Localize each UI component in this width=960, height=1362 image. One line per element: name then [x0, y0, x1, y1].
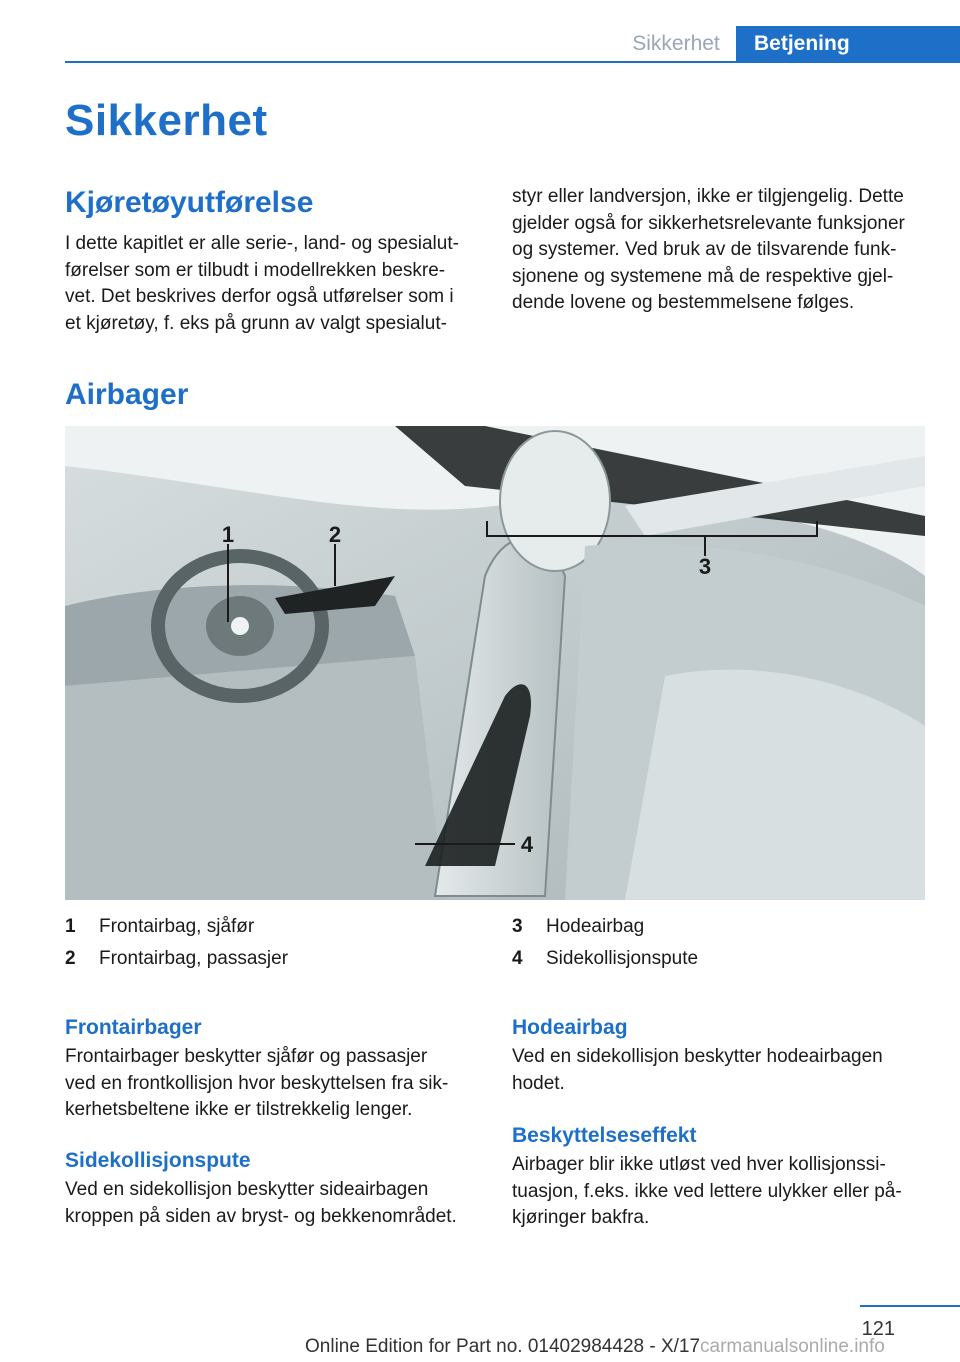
text-line: Airbager blir ikke utløst ved hver kollisjonssi- [512, 1154, 886, 1175]
legend-number: 4 [512, 948, 523, 969]
paragraph-sidekollisjonspute [65, 1177, 477, 1230]
callout-3: 3 [698, 554, 712, 579]
paragraph-hodeairbag [512, 1044, 932, 1097]
legend-number: 1 [65, 916, 76, 937]
legend-label: Frontairbag, sjåfør [99, 916, 255, 937]
text-line: Ved en sidekollisjon beskytter hodeairbagen [512, 1046, 883, 1067]
text-line: Ved en sidekollisjon beskytter sideairbagen [65, 1179, 429, 1200]
heading-beskyttelseseffekt: Beskyttelseseffekt [512, 1124, 697, 1147]
text-line: styr eller landversjon, ikke er tilgjengelig. Dette [512, 186, 904, 207]
heading-kjoretoyutforelse: Kjøretøyutførelse [65, 186, 314, 219]
figure-legend-left [65, 911, 288, 975]
paragraph-frontairbager [65, 1044, 477, 1124]
text-line: tuasjon, f.eks. ikke ved lettere ulykker eller på- [512, 1180, 902, 1202]
callout-2: 2 [328, 522, 342, 547]
legend-label: Hodeairbag [546, 916, 645, 937]
text-line: kjøringer bakfra. [512, 1207, 650, 1228]
text-line: Frontairbager beskytter sjåfør og passasjer [65, 1046, 428, 1067]
tab-betjening[interactable]: Betjening [736, 26, 960, 62]
heading-hodeairbag: Hodeairbag [512, 1016, 628, 1039]
legend-item [512, 943, 698, 975]
page-title: Sikkerhet [65, 96, 268, 145]
legend-number: 2 [65, 948, 76, 969]
figure-legend-right [512, 911, 698, 975]
text-line: ved en frontkollisjon hvor beskyttelsen fra sik- [65, 1072, 449, 1094]
legend-item [65, 943, 288, 975]
car-interior-drawing [65, 426, 925, 900]
callout-4: 4 [520, 832, 534, 857]
text-line: dende lovene og bestemmelsene følges. [512, 292, 855, 313]
heading-sidekollisjonspute: Sidekollisjonspute [65, 1149, 251, 1172]
header-rule [65, 61, 960, 63]
legend-label: Frontairbag, passasjer [99, 948, 289, 969]
airbag-illustration [65, 426, 925, 900]
text-line: sjonene og systemene må de respektive gjel- [512, 265, 894, 287]
text-line: I dette kapitlet er alle serie-, land- og spesialut- [65, 233, 459, 254]
text-line: et kjøretøy, f. eks på grunn av valgt spesialut- [65, 312, 447, 334]
footer-rule [860, 1305, 960, 1307]
text-line: kerhetsbeltene ikke er tilstrekkelig lenger. [65, 1099, 413, 1120]
legend-item [512, 911, 698, 943]
legend-label: Sidekollisjonspute [546, 948, 699, 969]
text-line: og systemer. Ved bruk av de tilsvarende funk- [512, 239, 897, 260]
text-line: vet. Det beskrives derfor også utførelser som i [65, 286, 454, 307]
text-line: hodet. [512, 1072, 565, 1094]
text-line: førelser som er tilbudt i modellrekken beskre- [65, 259, 446, 281]
text-line: gjelder også for sikkerhetsrelevante funksjoner [512, 212, 905, 234]
tab-sikkerhet[interactable]: Sikkerhet [632, 32, 720, 55]
callout-1: 1 [221, 522, 235, 547]
paragraph-beskyttelseseffekt [512, 1152, 932, 1232]
intro-paragraph-left [65, 231, 477, 337]
header-bar [65, 0, 960, 62]
edition-footer: Online Edition for Part no. 01402984428 - X/17 [305, 1336, 701, 1357]
heading-frontairbager: Frontairbager [65, 1016, 202, 1039]
legend-number: 3 [512, 916, 523, 937]
watermark: carmanualsonline.info [700, 1336, 885, 1357]
heading-airbager: Airbager [65, 378, 189, 411]
legend-item [65, 911, 288, 943]
intro-paragraph-right [512, 184, 932, 317]
page-number: 121 [861, 1318, 895, 1340]
text-line: kroppen på siden av bryst- og bekkenområdet. [65, 1205, 457, 1227]
